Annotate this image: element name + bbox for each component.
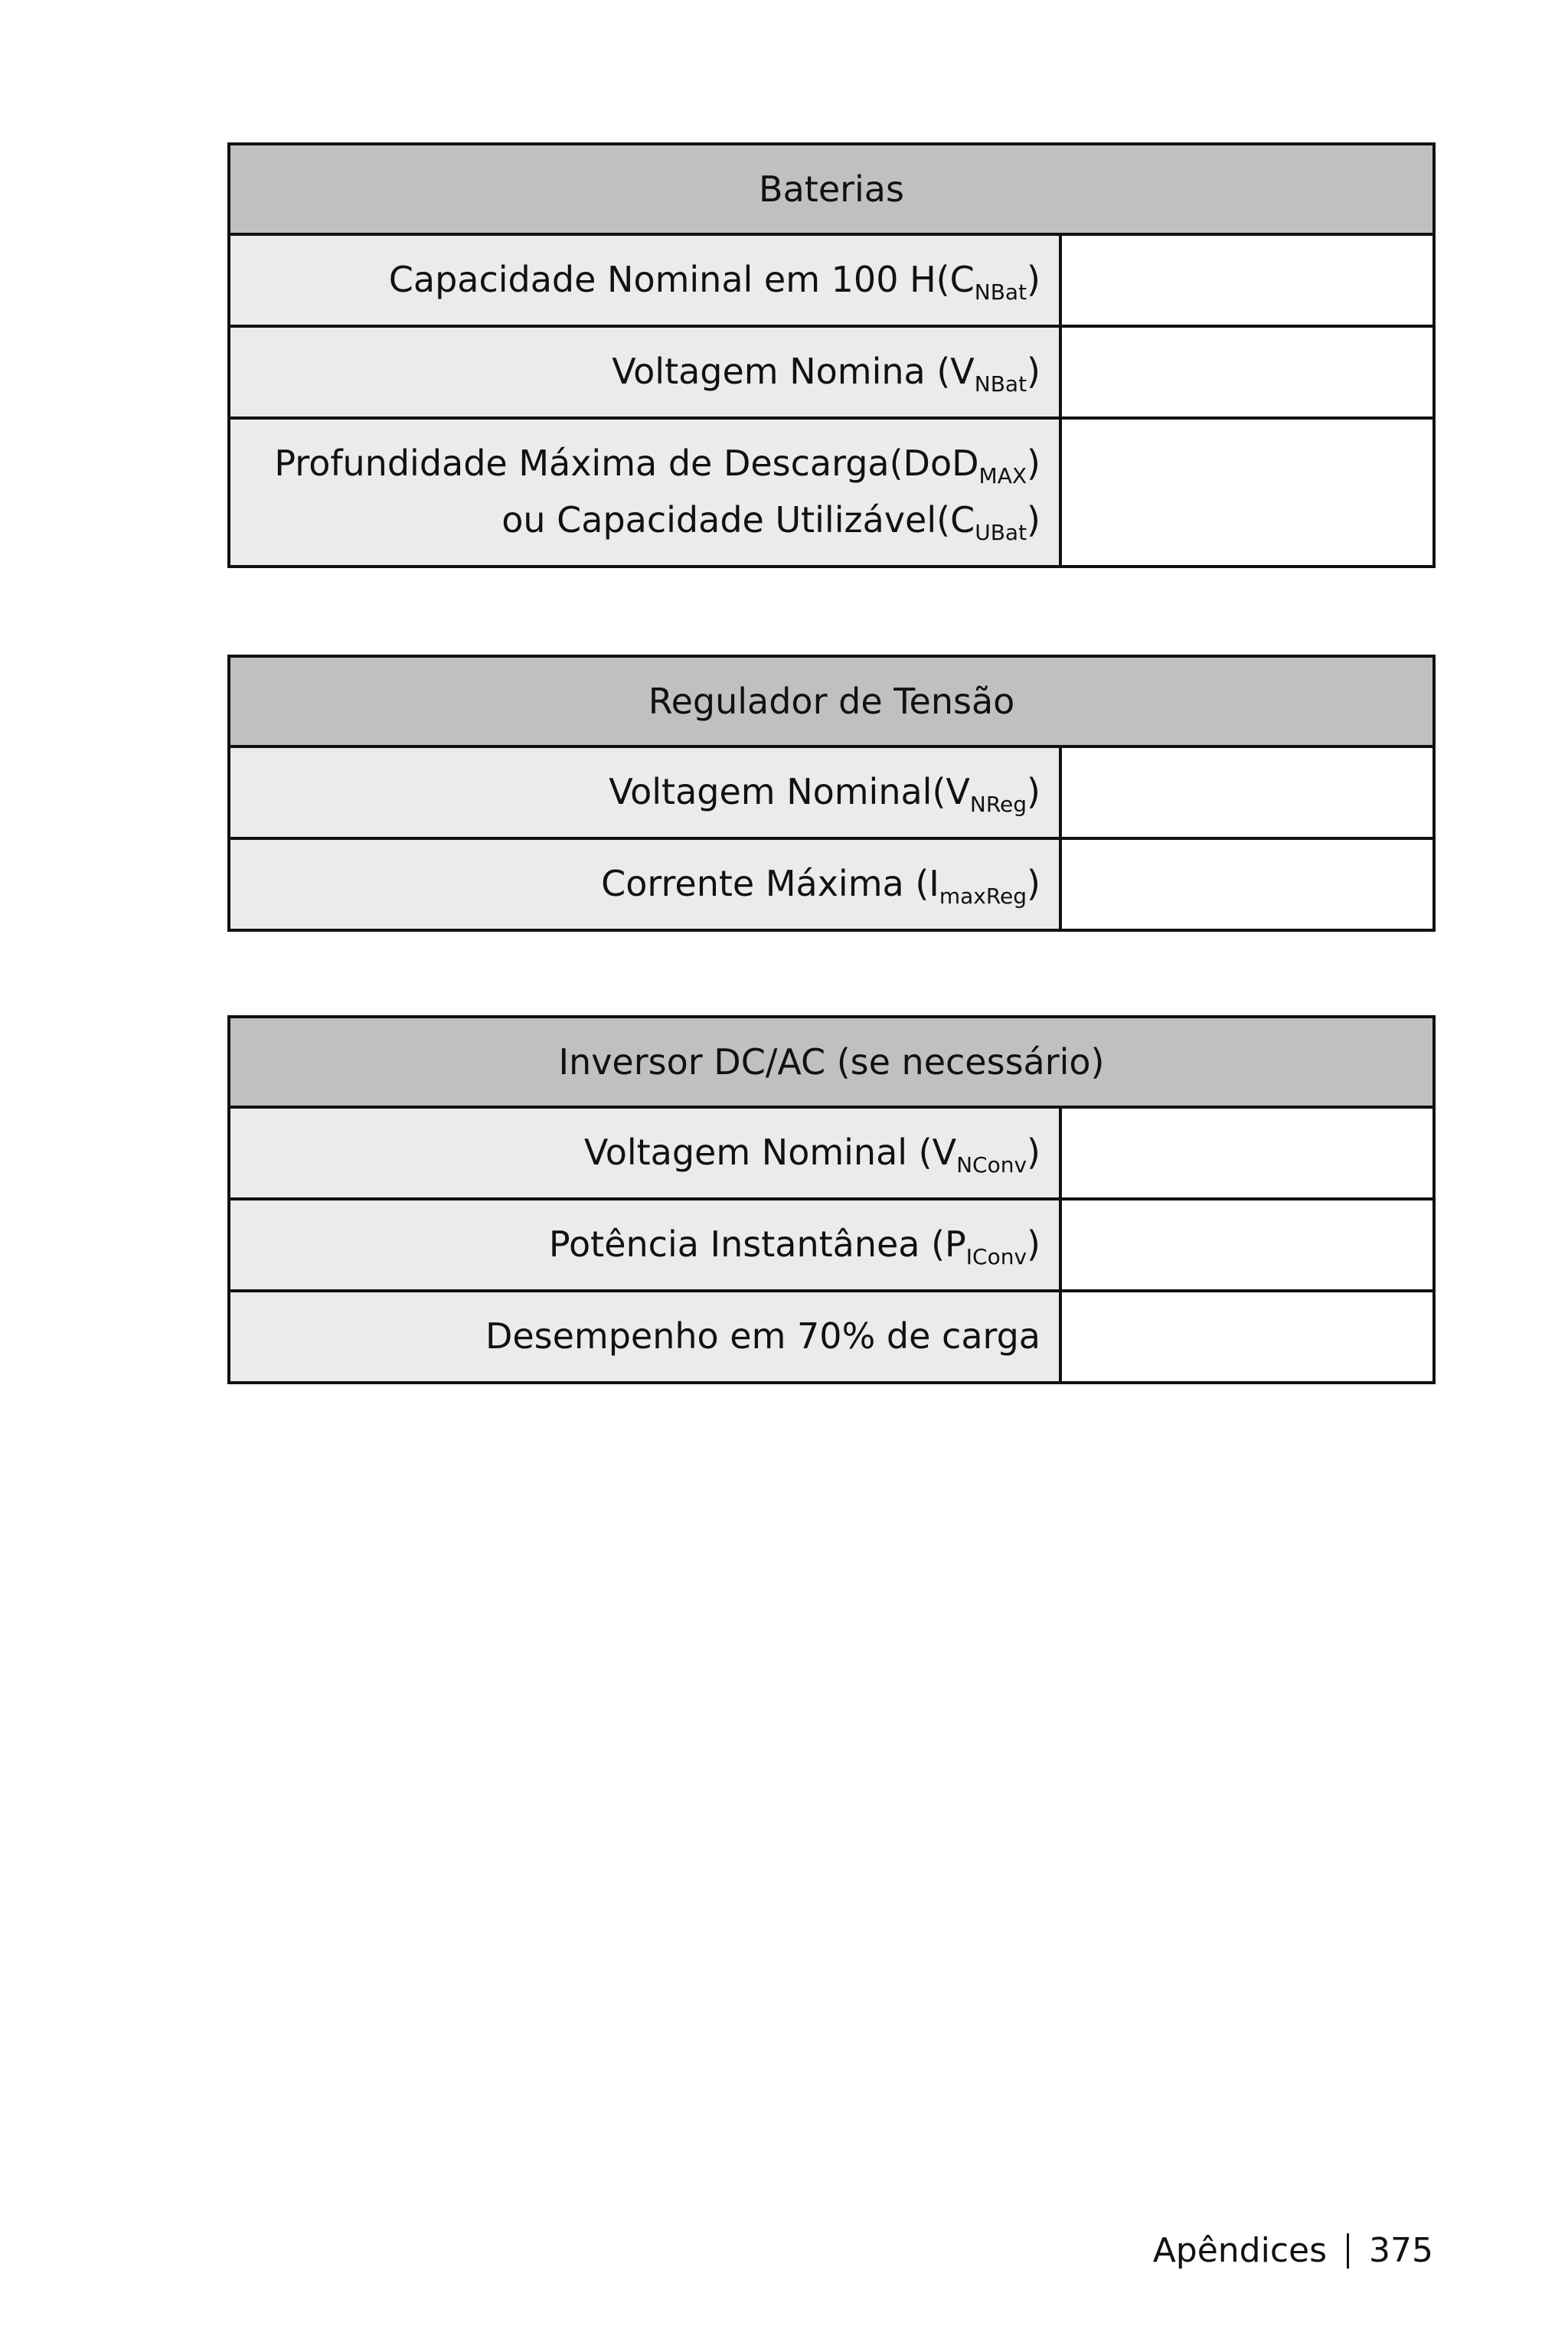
table-title: Regulador de Tensão [229,656,1434,746]
row-label: Voltagem Nomina $(V_{NBat})$ [229,326,1060,418]
value-cell[interactable] [1060,326,1434,418]
row-label: Potência Instantânea $(P_{IConv})$ [229,1199,1060,1291]
row-label: Corrente Máxima $(I_{maxReg})$ [229,838,1060,930]
table-row [229,838,1434,930]
footer-divider [1347,2233,1349,2269]
table-title: Baterias [229,144,1434,234]
table-row [229,418,1434,567]
value-cell[interactable] [1060,1107,1434,1199]
table-row [229,1107,1434,1199]
row-label: Capacidade Nominal em 100 $H(C_{NBat})$ [229,234,1060,326]
section-name: Apêndices [1152,2231,1328,2270]
table-row [229,1291,1434,1383]
row-label: Voltagem Nominal $(V_{NConv})$ [229,1107,1060,1199]
value-cell[interactable] [1060,1199,1434,1291]
value-cell[interactable] [1060,1291,1434,1383]
page-number: 375 [1369,2231,1433,2270]
table-row [229,746,1434,838]
table-title: Inversor DC/AC (se necessário) [229,1017,1434,1107]
value-cell[interactable] [1060,746,1434,838]
page-footer [1153,2231,1433,2270]
regulador-table [227,655,1436,932]
row-label: Desempenho em 70% de carga [229,1291,1060,1383]
row-label: Profundidade Máxima de Descarga(DoD$_{MAX}$) ou Capacidade $Utilizável(C_{UBat})$ [229,418,1060,567]
value-cell[interactable] [1060,234,1434,326]
table-row [229,1199,1434,1291]
inversor-table [227,1015,1436,1384]
row-label: Voltagem $Nominal(V_{NReg})$ [229,746,1060,838]
value-cell[interactable] [1060,838,1434,930]
table-row [229,234,1434,326]
value-cell[interactable] [1060,418,1434,567]
baterias-table [227,142,1436,568]
table-row [229,326,1434,418]
